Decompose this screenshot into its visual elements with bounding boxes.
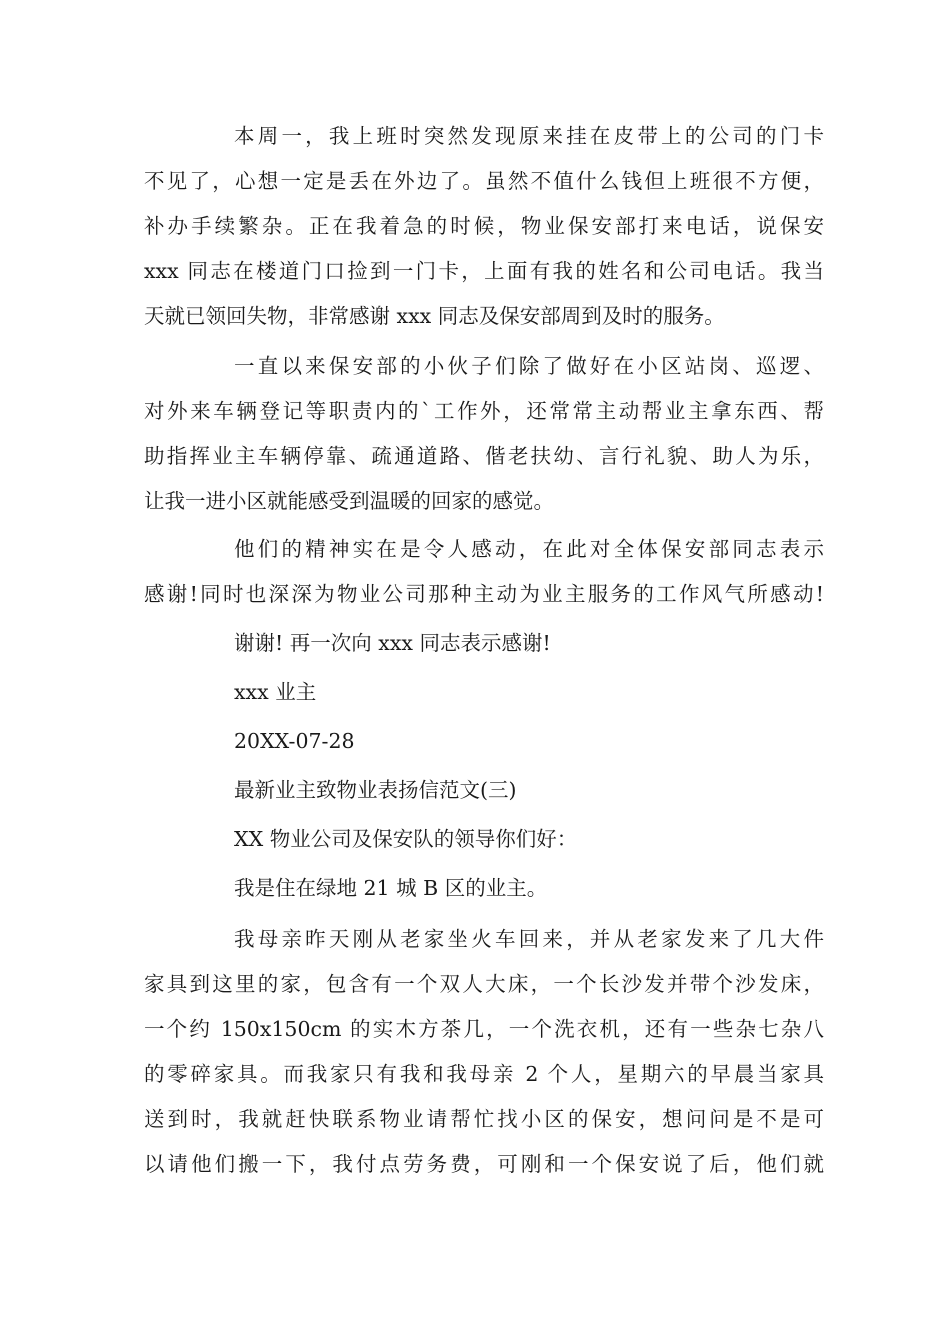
text-line: xxx 同志在楼道门口捡到一门卡，上面有我的姓名和公司电话。我当: [144, 259, 824, 283]
text-line: 的零碎家具。而我家只有我和我母亲 2 个人，星期六的早晨当家具: [144, 1062, 824, 1086]
text-line: 助指挥业主车辆停靠、疏通道路、偕老扶幼、言行礼貌、助人为乐，: [144, 444, 824, 468]
intro-line: 我是住在绿地 21 城 B 区的业主。: [234, 876, 548, 900]
text-line: 本周一，我上班时突然发现原来挂在皮带上的公司的门卡: [234, 124, 824, 148]
date: 20XX-07-28: [234, 729, 355, 753]
text-line: 补办手续繁杂。正在我着急的时候，物业保安部打来电话，说保安: [144, 214, 824, 238]
text-line: 送到时，我就赶快联系物业请帮忙找小区的保安，想问问是不是可: [144, 1107, 824, 1131]
text-line: 家具到这里的家，包含有一个双人大床，一个长沙发并带个沙发床，: [144, 972, 824, 996]
section-title: 最新业主致物业表扬信范文(三): [234, 778, 517, 802]
text-line: 天就已领回失物，非常感谢 xxx 同志及保安部周到及时的服务。: [144, 304, 725, 328]
text-line: 以请他们搬一下，我付点劳务费，可刚和一个保安说了后，他们就: [144, 1152, 824, 1176]
text-line: 一直以来保安部的小伙子们除了做好在小区站岗、巡逻、: [234, 354, 824, 378]
text-line: 感谢!同时也深深为物业公司那种主动为业主服务的工作风气所感动!: [144, 582, 824, 606]
text-line: 他们的精神实在是令人感动，在此对全体保安部同志表示: [234, 537, 824, 561]
text-line: 不见了，心想一定是丢在外边了。虽然不值什么钱但上班很不方便，: [144, 169, 824, 193]
text-line: 对外来车辆登记等职责内的`工作外，还常常主动帮业主拿东西、帮: [144, 399, 824, 423]
thanks-line: 谢谢! 再一次向 xxx 同志表示感谢!: [234, 631, 551, 655]
text-line: 一个约 150x150cm 的实木方茶几，一个洗衣机，还有一些杂七杂八: [144, 1017, 824, 1041]
text-line: 我母亲昨天刚从老家坐火车回来，并从老家发来了几大件: [234, 927, 824, 951]
salutation: XX 物业公司及保安队的领导你们好：: [234, 827, 578, 851]
signature: xxx 业主: [234, 680, 317, 704]
text-line: 让我一进小区就能感受到温暖的回家的感觉。: [144, 489, 554, 513]
